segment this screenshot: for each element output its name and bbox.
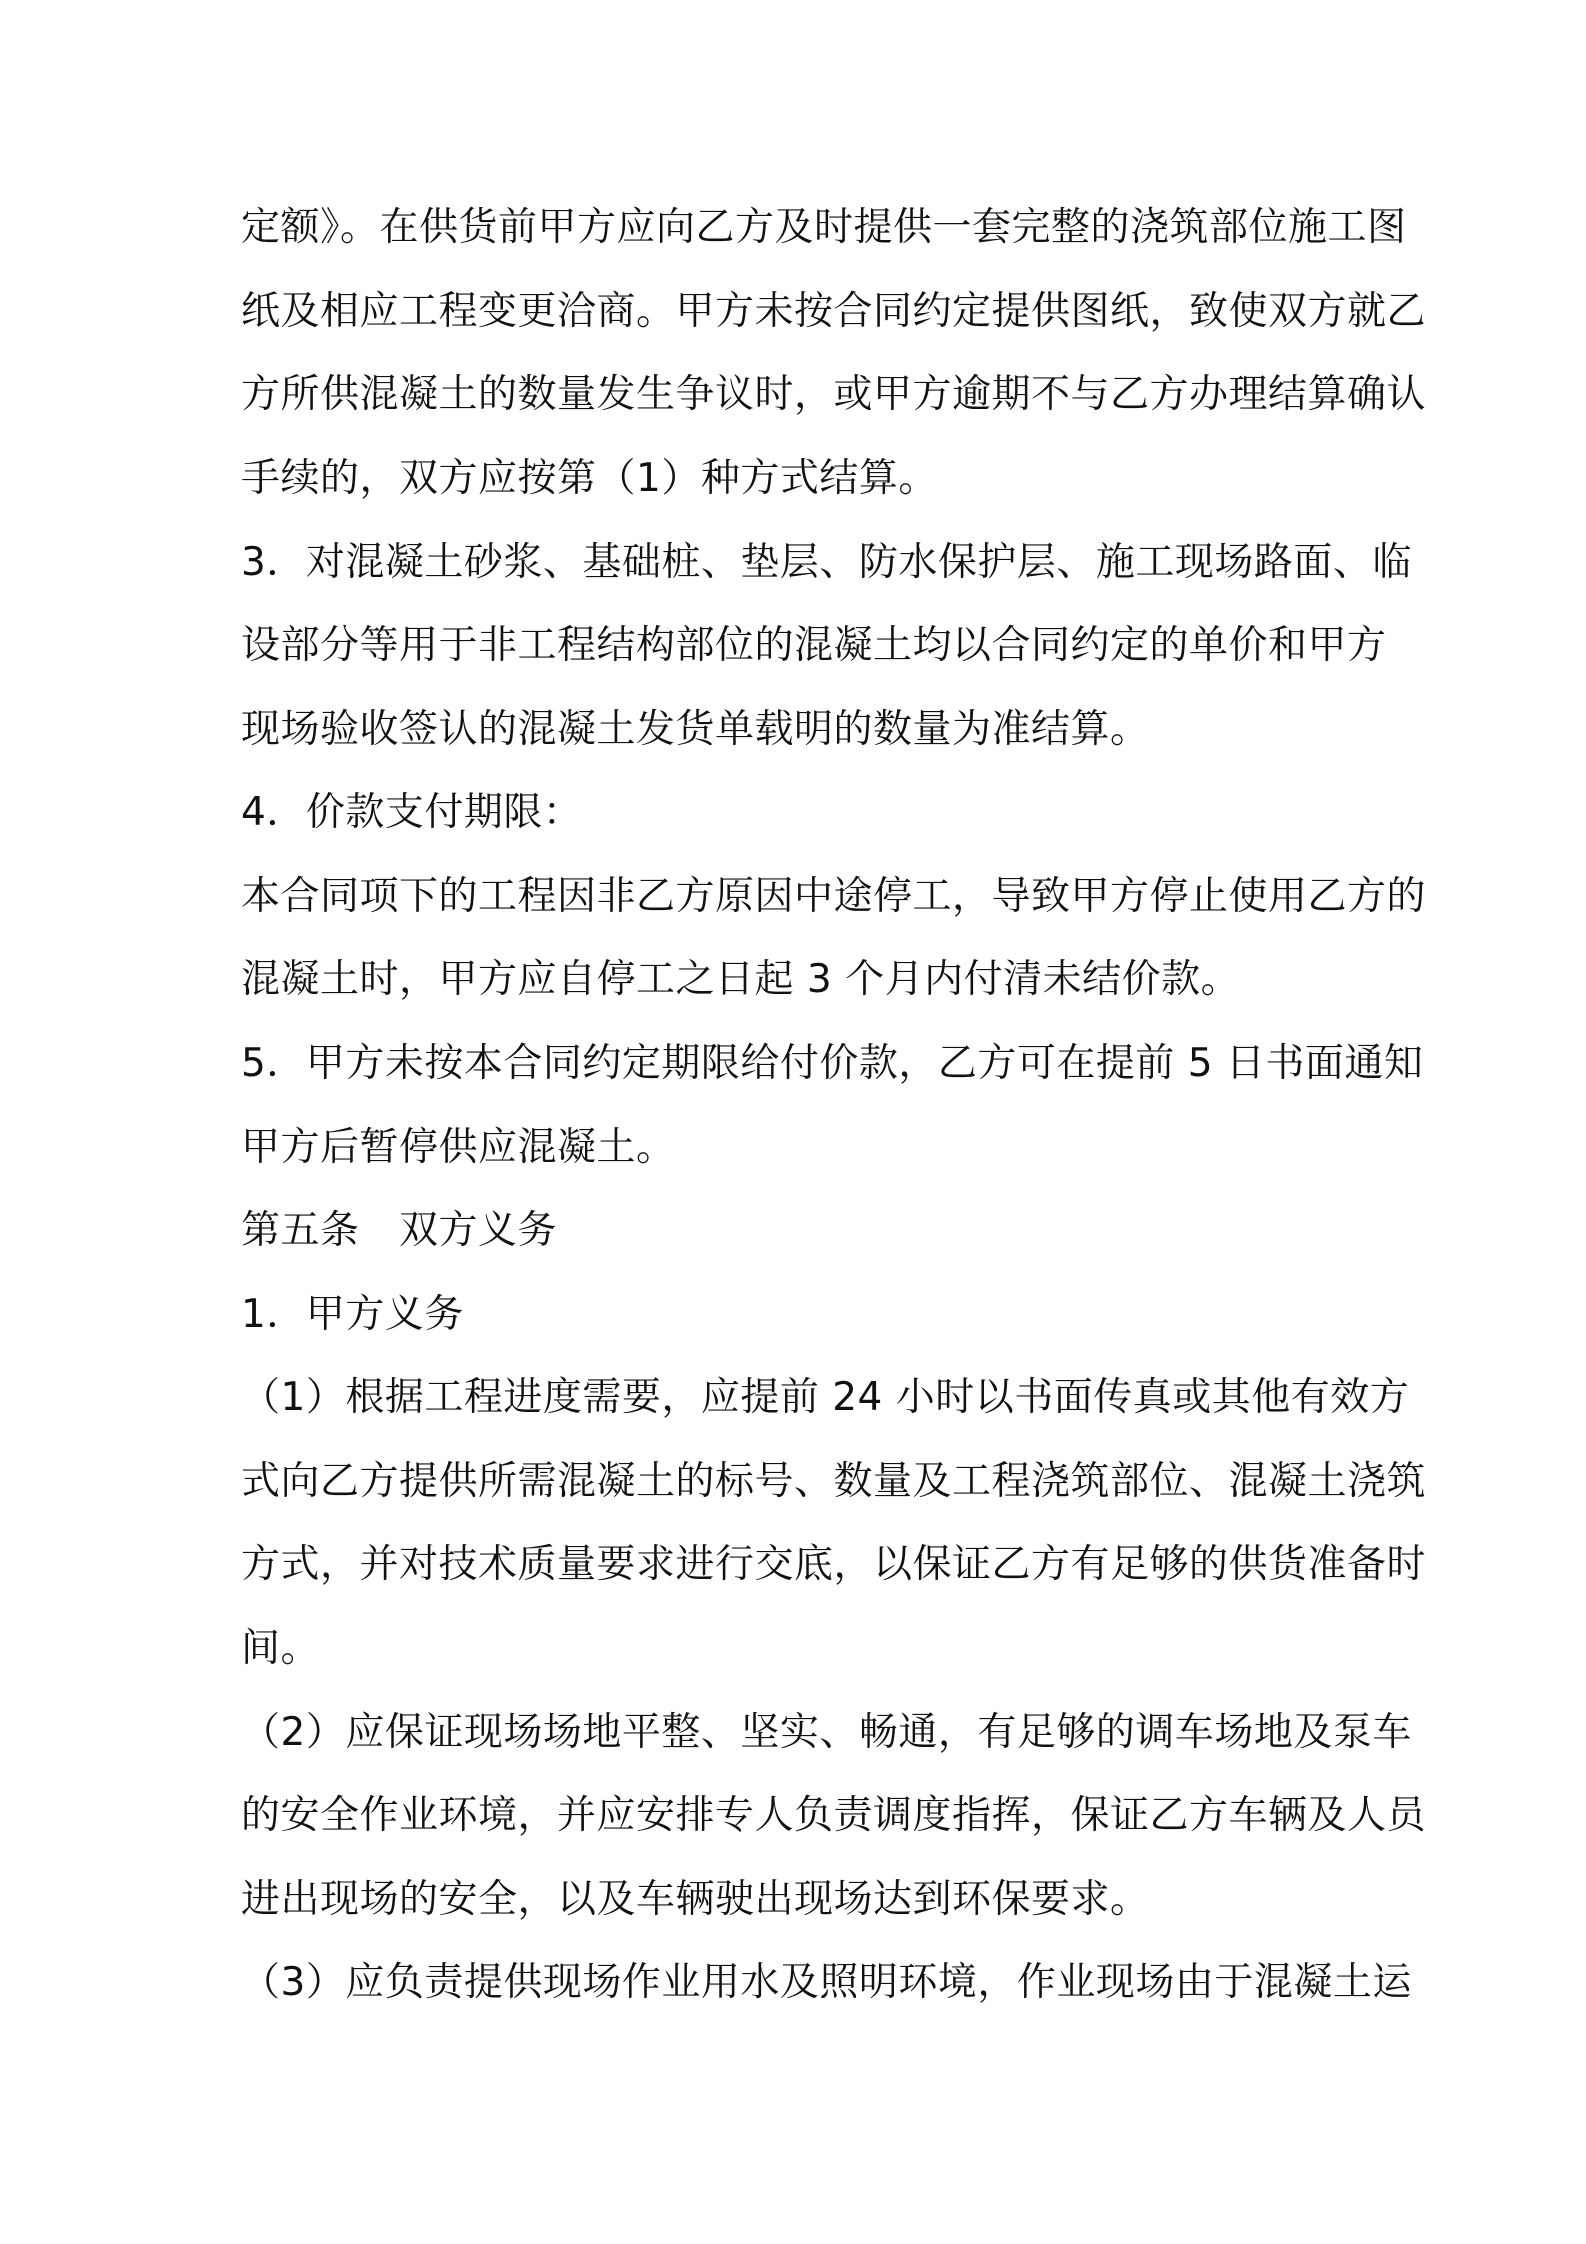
text-line: 5．甲方未按本合同约定期限给付价款，乙方可在提前 5 日书面通知 [241, 1041, 1424, 1086]
text-line: （1）根据工程进度需要，应提前 24 小时以书面传真或其他有效方 [241, 1375, 1410, 1420]
text-line: 手续的，双方应按第（1）种方式结算。 [241, 456, 938, 501]
text-line: （2）应保证现场场地平整、坚实、畅通，有足够的调车场地及泵车 [241, 1710, 1412, 1755]
text-line: 的安全作业环境，并应安排专人负责调度指挥，保证乙方车辆及人员 [241, 1793, 1427, 1838]
text-line: 1．甲方义务 [241, 1292, 464, 1337]
text-line: 进出现场的安全，以及车辆驶出现场达到环保要求。 [241, 1877, 1150, 1922]
text-line: 混凝土时，甲方应自停工之日起 3 个月内付清未结价款。 [241, 957, 1241, 1002]
text-line: 间。 [241, 1626, 321, 1671]
text-line: 现场验收签认的混凝土发货单载明的数量为准结算。 [241, 707, 1150, 752]
text-line: 甲方后暂停供应混凝土。 [241, 1125, 676, 1170]
section-heading: 第五条 双方义务 [241, 1208, 558, 1253]
text-line: 式向乙方提供所需混凝土的标号、数量及工程浇筑部位、混凝土浇筑 [241, 1459, 1427, 1504]
text-line: 纸及相应工程变更洽商。甲方未按合同约定提供图纸，致使双方就乙 [241, 289, 1427, 334]
text-line: 设部分等用于非工程结构部位的混凝土均以合同约定的单价和甲方 [241, 623, 1387, 668]
text-line: （3）应负责提供现场作业用水及照明环境，作业现场由于混凝土运 [241, 1960, 1412, 2005]
text-line: 定额》。在供货前甲方应向乙方及时提供一套完整的浇筑部位施工图 [241, 205, 1407, 250]
text-line: 方式，并对技术质量要求进行交底，以保证乙方有足够的供货准备时 [241, 1542, 1427, 1587]
text-line: 4．价款支付期限： [241, 790, 583, 835]
text-line: 方所供混凝土的数量发生争议时，或甲方逾期不与乙方办理结算确认 [241, 372, 1427, 417]
text-line: 3．对混凝土砂浆、基础桩、垫层、防水保护层、施工现场路面、临 [241, 540, 1412, 585]
text-line: 本合同项下的工程因非乙方原因中途停工，导致甲方停止使用乙方的 [241, 874, 1427, 919]
